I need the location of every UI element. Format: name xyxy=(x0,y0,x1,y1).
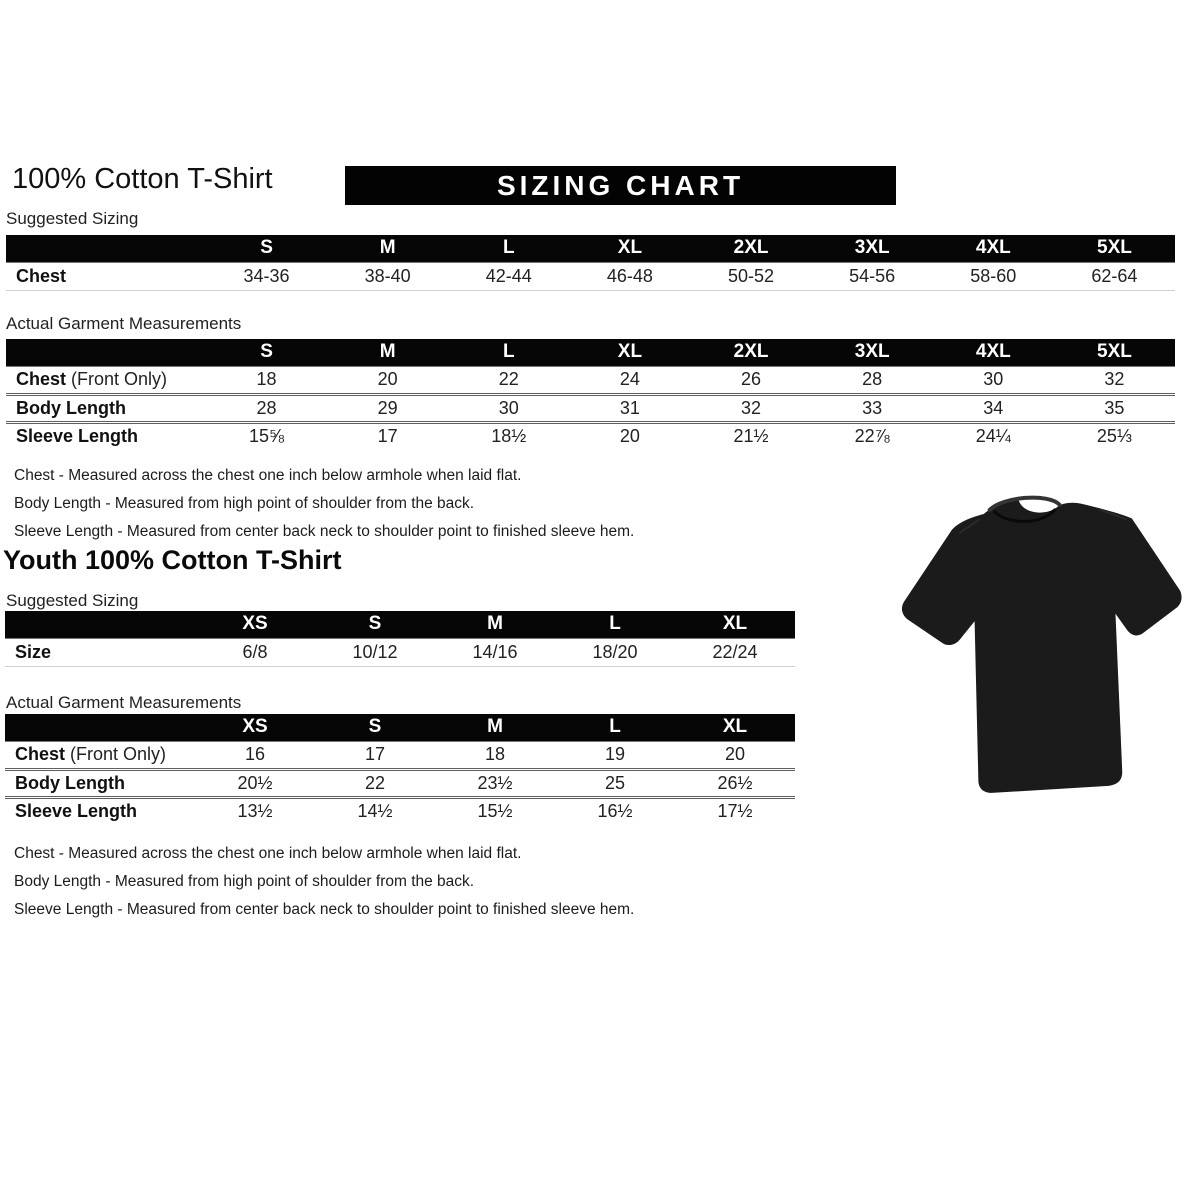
measurement-row xyxy=(5,638,795,666)
measurement-cell: 28 xyxy=(812,366,933,394)
row-label xyxy=(5,638,195,666)
measurement-cell: 6/8 xyxy=(195,638,315,666)
adult-suggested-sizing-table xyxy=(6,235,1175,291)
size-column-header: XL xyxy=(675,611,795,638)
measurement-cell: 54-56 xyxy=(812,262,933,290)
measurement-cell: 33 xyxy=(812,394,933,422)
youth-actual-measurements-table xyxy=(5,714,795,825)
measurement-row xyxy=(5,797,795,825)
measurement-row xyxy=(6,262,1175,290)
measurement-cell: 25 xyxy=(555,769,675,797)
size-column-header: S xyxy=(315,611,435,638)
row-label-text: Chest xyxy=(16,369,67,389)
measurement-cell: 28 xyxy=(206,394,327,422)
measurement-cell: 46-48 xyxy=(569,262,690,290)
measurement-cell: 18 xyxy=(206,366,327,394)
size-column-header: XL xyxy=(569,339,690,366)
measurement-cell: 31 xyxy=(569,394,690,422)
size-header-row xyxy=(5,714,795,741)
measurement-cell: 50-52 xyxy=(691,262,812,290)
measurement-cell: 15⅝ xyxy=(249,426,285,447)
row-label xyxy=(6,366,206,394)
measurement-row xyxy=(6,422,1175,450)
row-label-text: Sleeve Length xyxy=(16,426,139,447)
measurement-cell: 20½ xyxy=(195,769,315,797)
measurement-cell: 13½ xyxy=(237,801,273,822)
row-label xyxy=(5,769,195,797)
measurement-cell: 22 xyxy=(315,769,435,797)
row-label xyxy=(6,394,206,422)
measurement-cell: 19 xyxy=(555,741,675,769)
row-label-suffix: (Front Only) xyxy=(66,369,168,389)
youth-section-title: Youth 100% Cotton T-Shirt xyxy=(3,545,342,575)
youth-suggested-sizing-label: Suggested Sizing xyxy=(6,591,139,610)
measurement-cell: 20 xyxy=(675,741,795,769)
size-column-header: S xyxy=(315,714,435,741)
measurement-cell: 22⅞ xyxy=(854,426,890,447)
measurement-cell: 62-64 xyxy=(1054,262,1175,290)
note-chest: Chest - Measured across the chest one inch below armhole when laid flat. xyxy=(14,467,522,484)
measurement-cell: 18/20 xyxy=(555,638,675,666)
measurement-cell: 25⅓ xyxy=(1096,426,1132,447)
size-column-header: L xyxy=(555,714,675,741)
measurement-cell: 17 xyxy=(377,426,398,447)
size-column-header: 2XL xyxy=(691,235,812,262)
measurement-cell: 30 xyxy=(933,366,1054,394)
row-label xyxy=(5,797,195,825)
adult-actual-measurements-label: Actual Garment Measurements xyxy=(6,314,242,333)
note-sleeve-length: Sleeve Length - Measured from center back neck to shoulder point to finished sleeve hem. xyxy=(14,901,635,918)
measurement-cell: 23½ xyxy=(435,769,555,797)
size-column-header: 4XL xyxy=(933,235,1054,262)
row-label-text: Body Length xyxy=(16,397,126,418)
row-label xyxy=(6,422,206,450)
row-label-text: Chest xyxy=(15,744,66,764)
measurement-row xyxy=(6,394,1175,422)
row-label-text: Chest xyxy=(16,265,67,286)
size-column-header: 5XL xyxy=(1054,235,1175,262)
measurement-cell: 26½ xyxy=(675,769,795,797)
row-label-text: Size xyxy=(15,641,52,662)
size-header-row xyxy=(6,235,1175,262)
measurement-cell: 35 xyxy=(1054,394,1175,422)
measurement-row xyxy=(5,769,795,797)
measurement-cell: 32 xyxy=(1054,366,1175,394)
header-spacer xyxy=(5,714,195,741)
size-column-header: M xyxy=(327,339,448,366)
measurement-cell: 14/16 xyxy=(435,638,555,666)
measurement-cell: 24¼ xyxy=(975,426,1011,447)
youth-actual-measurements-label: Actual Garment Measurements xyxy=(6,693,242,712)
sizing-chart-banner: SIZING CHART xyxy=(345,166,896,205)
measurement-cell: 10/12 xyxy=(315,638,435,666)
measurement-cell: 29 xyxy=(327,394,448,422)
header-spacer xyxy=(5,611,195,638)
size-column-header: S xyxy=(206,235,327,262)
adult-actual-measurements-table xyxy=(6,339,1175,450)
adult-suggested-sizing-label: Suggested Sizing xyxy=(6,209,139,228)
measurement-cell: 22/24 xyxy=(675,638,795,666)
size-column-header: M xyxy=(435,611,555,638)
measurement-cell: 21½ xyxy=(733,426,769,447)
measurement-cell: 20 xyxy=(619,426,640,447)
youth-suggested-sizing-table xyxy=(5,611,795,667)
measurement-cell: 34-36 xyxy=(206,262,327,290)
row-label xyxy=(6,262,206,290)
measurement-cell: 30 xyxy=(448,394,569,422)
size-column-header: M xyxy=(327,235,448,262)
note-chest: Chest - Measured across the chest one inch below armhole when laid flat. xyxy=(14,845,522,862)
measurement-cell: 15½ xyxy=(477,801,513,822)
measurement-cell: 34 xyxy=(933,394,1054,422)
measurement-cell: 17½ xyxy=(717,801,753,822)
size-column-header: S xyxy=(206,339,327,366)
measurement-cell: 18½ xyxy=(491,426,527,447)
size-header-row xyxy=(6,339,1175,366)
size-column-header: L xyxy=(448,339,569,366)
row-label-text: Sleeve Length xyxy=(15,801,138,822)
measurement-cell: 14½ xyxy=(357,801,393,822)
note-sleeve-length: Sleeve Length - Measured from center back neck to shoulder point to finished sleeve hem. xyxy=(14,523,635,540)
measurement-cell: 16 xyxy=(195,741,315,769)
youth-measurement-notes xyxy=(14,840,634,924)
adult-measurement-notes xyxy=(14,462,634,546)
size-column-header: L xyxy=(555,611,675,638)
page-title: 100% Cotton T-Shirt xyxy=(12,163,273,195)
measurement-cell: 18 xyxy=(435,741,555,769)
row-label xyxy=(5,741,195,769)
measurement-cell: 20 xyxy=(327,366,448,394)
size-column-header: 5XL xyxy=(1054,339,1175,366)
measurement-cell: 42-44 xyxy=(448,262,569,290)
measurement-row xyxy=(5,741,795,769)
size-column-header: XL xyxy=(675,714,795,741)
size-column-header: 2XL xyxy=(691,339,812,366)
tshirt-graphic xyxy=(893,474,1193,809)
measurement-cell: 32 xyxy=(691,394,812,422)
measurement-cell: 16½ xyxy=(597,801,633,822)
measurement-cell: 38-40 xyxy=(327,262,448,290)
size-column-header: L xyxy=(448,235,569,262)
size-column-header: 4XL xyxy=(933,339,1054,366)
tshirt-image xyxy=(893,474,1193,809)
measurement-row xyxy=(6,366,1175,394)
measurement-cell: 24 xyxy=(569,366,690,394)
note-body-length: Body Length - Measured from high point of shoulder from the back. xyxy=(14,495,475,512)
row-label-text: Body Length xyxy=(15,772,125,793)
row-label-suffix: (Front Only) xyxy=(65,744,167,764)
size-column-header: XL xyxy=(569,235,690,262)
size-header-row xyxy=(5,611,795,638)
measurement-cell: 17 xyxy=(315,741,435,769)
size-column-header: XS xyxy=(195,714,315,741)
measurement-cell: 58-60 xyxy=(933,262,1054,290)
header-spacer xyxy=(6,235,206,262)
size-column-header: XS xyxy=(195,611,315,638)
note-body-length: Body Length - Measured from high point of shoulder from the back. xyxy=(14,873,475,890)
measurement-cell: 26 xyxy=(691,366,812,394)
size-column-header: M xyxy=(435,714,555,741)
header-spacer xyxy=(6,339,206,366)
size-column-header: 3XL xyxy=(812,339,933,366)
tshirt-body xyxy=(900,496,1185,794)
size-column-header: 3XL xyxy=(812,235,933,262)
measurement-cell: 22 xyxy=(448,366,569,394)
